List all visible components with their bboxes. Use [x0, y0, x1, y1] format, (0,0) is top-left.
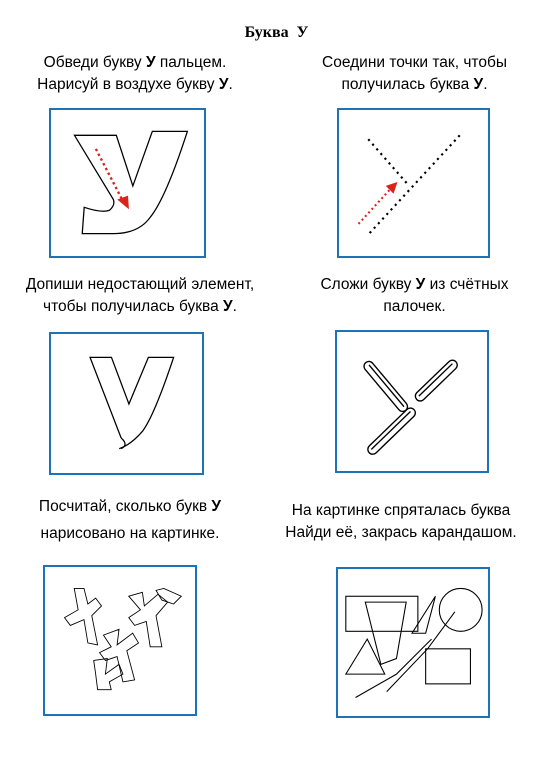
task-text-line: Допиши недостающий элемент, [25, 276, 255, 293]
dotted-letter-u [339, 110, 488, 256]
letter-highlight: У [218, 76, 229, 93]
task-hidden-letter-text [262, 500, 540, 544]
hidden-letter-frame[interactable] [336, 567, 490, 718]
task-text-line: . [228, 76, 233, 93]
task-text-line: . [483, 76, 488, 93]
task-text-line: пальцем. [155, 54, 227, 71]
task-text-line: чтобы получилась буква [43, 298, 224, 315]
letter-highlight: У [211, 498, 222, 515]
task-text-line: из счётных [425, 276, 509, 293]
finish-letter-frame[interactable] [49, 332, 204, 475]
task-count-letters-text [0, 496, 260, 545]
trace-letter-frame[interactable] [49, 108, 206, 258]
task-text-line: На картинке спряталась буква [291, 502, 511, 519]
task-text-line: . [232, 298, 237, 315]
letter-highlight: У [223, 298, 233, 315]
task-text-line: палочек. [383, 298, 446, 315]
task-text-line: Посчитай, сколько букв [38, 498, 212, 515]
page-title: Буква У [244, 24, 309, 41]
task-text-line: Найди её, закрась карандашом. [285, 524, 517, 541]
task-connect-dots-text [282, 52, 547, 96]
letter-highlight: У [145, 54, 156, 71]
task-finish-letter-text [0, 274, 280, 318]
letter-highlight: У [415, 276, 426, 293]
shapes-with-hidden-letter-u [338, 569, 488, 716]
letter-highlight: У [473, 76, 484, 93]
task-text-line: Сложи букву [320, 276, 416, 293]
task-text-line: Обведи букву [43, 54, 146, 71]
task-trace-text [10, 52, 260, 96]
task-text-line: Нарисуй в воздухе букву [37, 76, 219, 93]
counting-sticks-frame[interactable] [335, 330, 489, 473]
connect-dots-frame[interactable] [337, 108, 490, 258]
count-letters-frame[interactable] [43, 565, 197, 716]
task-text-line: Соедини точки так, чтобы [322, 54, 507, 71]
sticks-letter-u [337, 332, 487, 471]
outlined-letter-u-with-arrow [51, 110, 204, 256]
task-text-line: нарисовано на картинке. [40, 525, 220, 542]
task-sticks-text [282, 274, 547, 318]
incomplete-letter-u [51, 334, 202, 473]
task-text-line: получилась буква [341, 76, 474, 93]
scattered-letters-u [45, 567, 195, 714]
